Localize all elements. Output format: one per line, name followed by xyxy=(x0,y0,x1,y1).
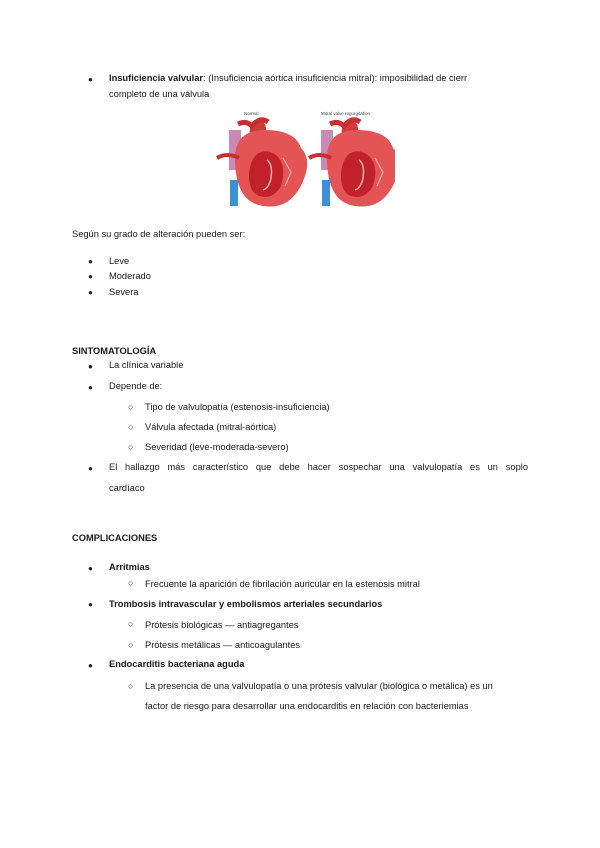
complication-item xyxy=(109,599,382,609)
complication-subitem-line2: factor de riesgo para desarrollar una endocarditis en relación con bacteriemias xyxy=(145,701,469,711)
complication-arritmias: Arritmias xyxy=(109,562,150,572)
complication-item xyxy=(109,562,150,572)
heart-normal xyxy=(217,120,307,207)
sub-bullet xyxy=(128,442,133,452)
bullet xyxy=(88,257,93,266)
symptom-item-long-1: El hallazgo más característico que debe hacer sospechar una valvulopatía es un soplo xyxy=(109,462,528,472)
bullet xyxy=(88,564,93,573)
intro-rest: : (Insuficiencia aórtica insuficiencia mitral): imposibilidad de cierr xyxy=(203,73,468,83)
sub-bullet xyxy=(128,402,133,412)
complication-endocarditis: Endocarditis bacteriana aguda xyxy=(109,659,245,669)
bullet xyxy=(88,464,93,473)
bullet xyxy=(88,75,93,84)
complication-item xyxy=(109,659,244,669)
sub-bullet xyxy=(128,422,133,432)
complication-subitem: Prótesis metálicas — anticoagulantes xyxy=(145,640,301,650)
symptom-subitem: Válvula afectada (mitral-aórtica) xyxy=(145,422,277,432)
bullet xyxy=(88,383,93,392)
intro-line-1 xyxy=(109,73,467,83)
complication-subitem: Frecuente la aparición de fibrilación auricular en la estenosis mitral xyxy=(145,579,420,589)
symptoms-heading xyxy=(72,346,156,356)
symptoms-heading-text: SINTOMATOLOGÍA xyxy=(72,346,157,356)
complications-heading-text: COMPLICACIONES xyxy=(72,533,158,543)
symptom-subitem: Severidad (leve-moderada-severo) xyxy=(145,442,289,452)
heart-illustration xyxy=(205,108,395,212)
grades-heading: Según su grado de alteración pueden ser: xyxy=(72,229,246,239)
sub-bullet xyxy=(128,578,133,588)
complication-trombosis: Trombosis intravascular y embolismos arteriales secundarios xyxy=(109,599,383,609)
symptom-item-long-2: cardíaco xyxy=(109,483,145,493)
bullet xyxy=(88,272,93,281)
intro-bold: Insuficiencia valvular xyxy=(109,73,204,83)
heart-label-normal: Normal xyxy=(244,111,259,116)
grade-item: Moderado xyxy=(109,271,151,281)
symptom-item: Depende de: xyxy=(109,381,163,391)
grade-item: Leve xyxy=(109,256,130,266)
symptom-item: La clínica variable xyxy=(109,360,184,370)
sub-bullet xyxy=(128,640,133,650)
symptom-subitem: Tipo de valvulopatía (estenosis-insuficiencia) xyxy=(145,402,330,412)
bullet xyxy=(88,362,93,371)
bullet xyxy=(88,600,93,609)
bullet xyxy=(88,288,93,297)
sub-bullet xyxy=(128,619,133,629)
heart-regurgitation xyxy=(309,120,395,207)
complication-subitem-line1: La presencia de una valvulopatía o una prótesis valvular (biológica o metálica) es un xyxy=(145,681,493,691)
grade-item: Severa xyxy=(109,287,139,297)
vena-cava-inferior xyxy=(230,180,238,206)
sub-bullet xyxy=(128,681,133,691)
complication-subitem: Prótesis biológicas — antiagregantes xyxy=(145,620,299,630)
heart-figure xyxy=(205,108,395,212)
complications-heading xyxy=(72,533,157,543)
intro-line-2: completo de una válvula xyxy=(109,89,210,99)
bullet xyxy=(88,661,93,670)
heart-label-regurgitation: Mitral valve regurgitation xyxy=(321,111,371,116)
